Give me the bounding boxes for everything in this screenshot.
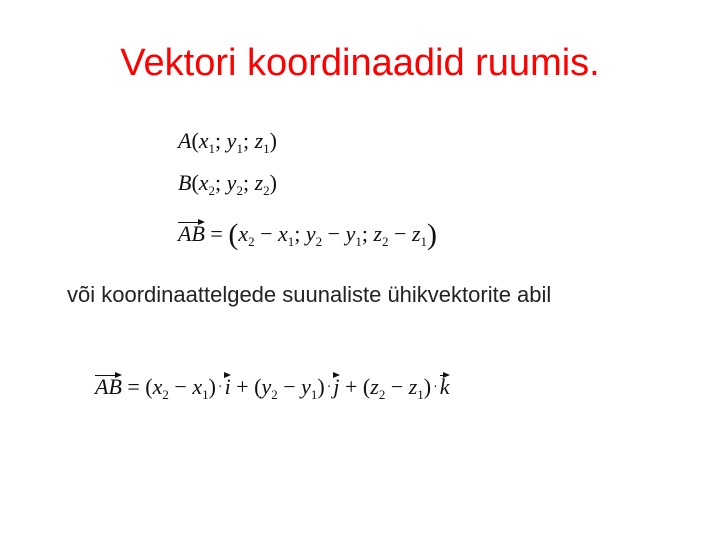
unit-vector-k: k — [439, 374, 450, 399]
unit-vector-i: i — [224, 374, 231, 399]
slide-title: Vektori koordinaadid ruumis. — [120, 42, 600, 84]
formula-unit-vector-form: AB = $(x_2 - x_1) \cdot i + (y_2 - y_1) \cdot j + (z_2 - z_1) \cdot k$ — [95, 374, 450, 402]
vector-ab-symbol: AB — [178, 221, 205, 246]
formula-point-b: $B(x_2$; $y_2$; $z_2$) — [178, 170, 277, 198]
formula-point-a: $A(x_1$; $y_1$; $z_1$) — [178, 128, 277, 156]
unit-vector-j: j — [333, 374, 340, 399]
vector-ab-symbol: AB — [95, 374, 122, 399]
formula-vector-coordinates: AB = ($x_2 - x_1$; $y_2 - y_1$; $z_2 - z_1$) — [178, 218, 438, 251]
body-text: või koordinaattelgede suunaliste ühikvektorite abil — [67, 282, 552, 307]
